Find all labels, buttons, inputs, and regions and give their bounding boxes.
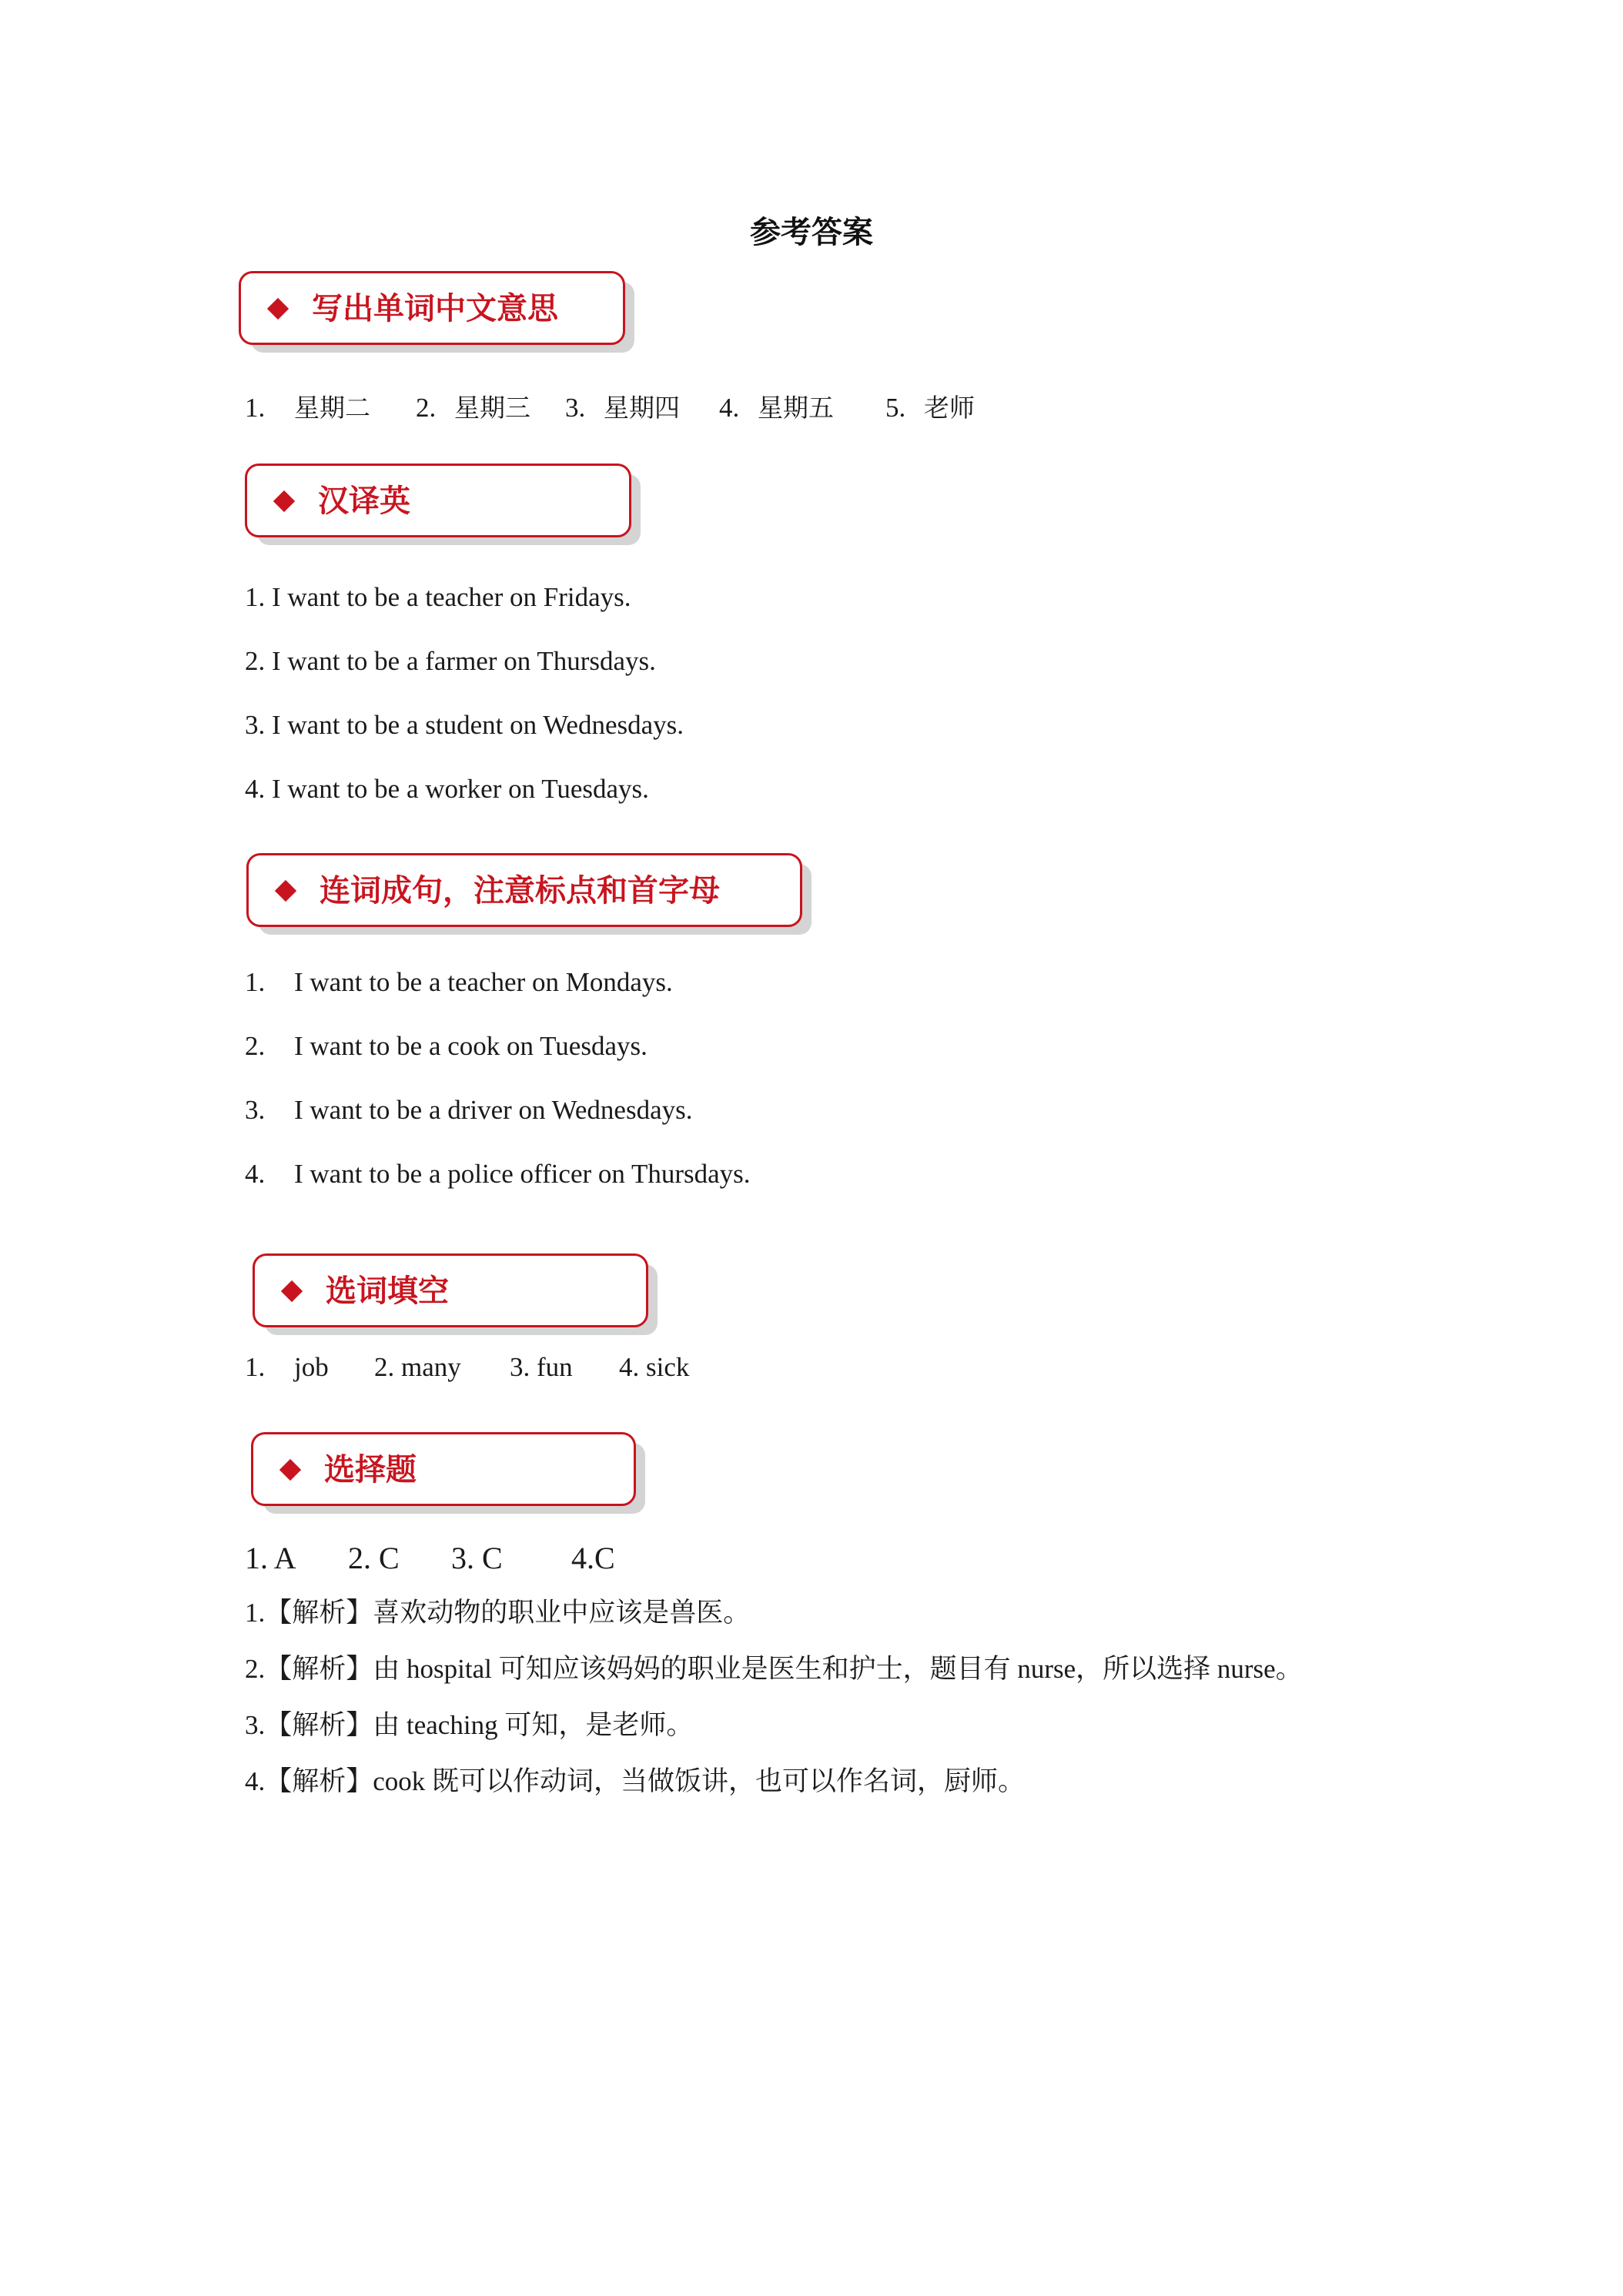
answer-item: job bbox=[294, 1352, 329, 1382]
explanation-prefix: 3.【解析】 bbox=[245, 1710, 373, 1740]
section-title: 写出单词中文意思 bbox=[312, 291, 558, 326]
answer-row-word-meaning bbox=[245, 388, 975, 424]
answer-item: 星期三 bbox=[454, 393, 530, 423]
page-title: 参考答案 bbox=[750, 215, 873, 250]
explanation-line bbox=[245, 1648, 1303, 1686]
answer-line: 1. I want to be a teacher on Fridays. bbox=[245, 582, 631, 612]
answer-item: 星期四 bbox=[604, 393, 680, 423]
explanation-prefix: 4.【解析】 bbox=[245, 1766, 373, 1796]
answer-line: 4. I want to be a worker on Tuesdays. bbox=[245, 774, 649, 804]
item-number: 2. bbox=[245, 1031, 266, 1061]
answer-line: 3. I want to be a student on Wednesdays. bbox=[245, 710, 684, 740]
section-title: 选词填空 bbox=[326, 1274, 449, 1309]
section-title: 汉译英 bbox=[318, 484, 410, 519]
diamond-bullet-icon bbox=[279, 1459, 301, 1481]
answer-line: 2. I want to be a farmer on Thursdays. bbox=[245, 646, 656, 676]
answer-text: I want to be a police officer on Thursdays. bbox=[294, 1159, 751, 1189]
item-number: 4. bbox=[245, 1159, 266, 1189]
answer-item: 3. fun bbox=[510, 1352, 573, 1382]
section-title: 连词成句，注意标点和首字母 bbox=[320, 873, 720, 909]
answer-line bbox=[245, 967, 673, 998]
section-header-translate bbox=[245, 464, 631, 537]
item-number: 2. bbox=[416, 393, 437, 423]
section-header-fill-blank bbox=[253, 1253, 648, 1327]
answer-text: I want to be a teacher on Mondays. bbox=[294, 967, 673, 997]
explanation-line bbox=[245, 1704, 693, 1742]
explanation-line bbox=[245, 1760, 1025, 1799]
section-header-multiple-choice bbox=[251, 1432, 636, 1506]
explanation-text: 由 teaching 可知，是老师。 bbox=[373, 1710, 694, 1740]
explanation-prefix: 1.【解析】 bbox=[245, 1598, 373, 1628]
answer-text: I want to be a driver on Wednesdays. bbox=[294, 1095, 693, 1125]
item-number: 3. bbox=[245, 1095, 266, 1125]
answer-row-fill-blank bbox=[245, 1352, 689, 1383]
diamond-bullet-icon bbox=[273, 490, 295, 512]
answer-item: 2. many bbox=[374, 1352, 461, 1382]
diamond-bullet-icon bbox=[267, 298, 289, 320]
answer-item: 4. sick bbox=[619, 1352, 690, 1382]
answer-item: 3. C bbox=[451, 1541, 503, 1575]
item-number: 3. bbox=[565, 393, 586, 423]
section-header-word-order bbox=[246, 853, 802, 927]
answer-line bbox=[245, 1159, 751, 1190]
section-title: 选择题 bbox=[324, 1452, 417, 1488]
explanation-text: cook 既可以作动词，当做饭讲，也可以作名词，厨师。 bbox=[373, 1766, 1026, 1796]
explanation-text: 由 hospital 可知应该妈妈的职业是医生和护士，题目有 nurse，所以选择 nurse。 bbox=[373, 1654, 1303, 1684]
answer-item: 2. C bbox=[348, 1541, 400, 1575]
diamond-bullet-icon bbox=[275, 880, 296, 902]
answer-item: 星期二 bbox=[294, 393, 370, 423]
answer-line bbox=[245, 1031, 648, 1062]
item-number: 4. bbox=[719, 393, 740, 423]
diamond-bullet-icon bbox=[281, 1280, 303, 1302]
explanation-line bbox=[245, 1591, 750, 1630]
explanation-prefix: 2.【解析】 bbox=[245, 1654, 373, 1684]
answer-item: 4.C bbox=[571, 1541, 615, 1575]
item-number: 1. bbox=[245, 393, 266, 423]
answer-text: I want to be a cook on Tuesdays. bbox=[294, 1031, 648, 1061]
section-header-word-meaning bbox=[239, 271, 625, 345]
answer-item: 星期五 bbox=[758, 393, 834, 423]
item-number: 1. bbox=[245, 1352, 266, 1382]
answer-row-multiple-choice bbox=[245, 1540, 615, 1576]
item-number: 1. bbox=[245, 967, 266, 997]
answer-item: 老师 bbox=[924, 393, 975, 423]
answer-item: 1. A bbox=[245, 1541, 296, 1575]
item-number: 5. bbox=[885, 393, 906, 423]
explanation-text: 喜欢动物的职业中应该是兽医。 bbox=[373, 1598, 751, 1628]
answer-line bbox=[245, 1095, 693, 1126]
